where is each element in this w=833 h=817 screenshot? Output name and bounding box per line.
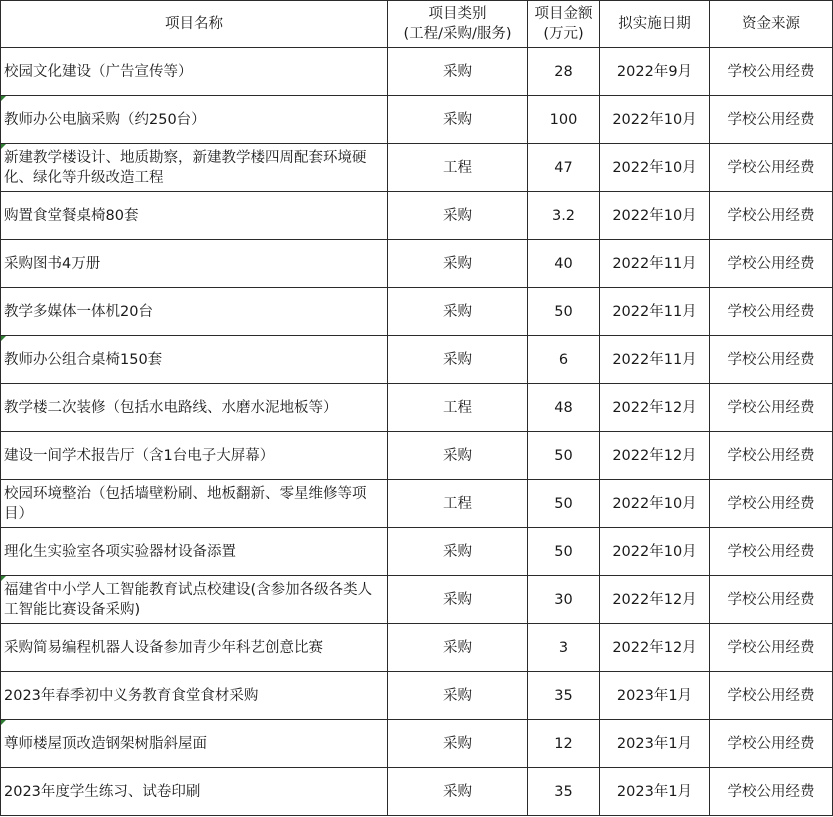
cell-project-type[interactable]: 工程 xyxy=(388,384,528,432)
table-row xyxy=(1,480,833,528)
cell-project-name[interactable] xyxy=(1,624,388,672)
cell-funding-source[interactable]: 学校公用经费 xyxy=(710,480,833,528)
table-row xyxy=(1,576,833,624)
cell-project-type[interactable]: 采购 xyxy=(388,672,528,720)
table-row xyxy=(1,624,833,672)
cell-project-name[interactable] xyxy=(1,576,388,624)
cell-comment-marker xyxy=(1,576,6,581)
cell-project-amount[interactable]: 3.2 xyxy=(528,192,600,240)
cell-project-amount[interactable]: 12 xyxy=(528,720,600,768)
cell-project-name-text: 购置食堂餐桌椅80套 xyxy=(4,207,139,224)
table-row xyxy=(1,192,833,240)
table-row xyxy=(1,240,833,288)
cell-planned-date[interactable]: 2022年12月 xyxy=(600,384,710,432)
header-planned-date: 拟实施日期 xyxy=(600,1,710,48)
header-funding-source: 资金来源 xyxy=(710,1,833,48)
cell-project-type[interactable]: 采购 xyxy=(388,624,528,672)
cell-project-name-text: 教学楼二次装修（包括水电路线、水磨水泥地板等） xyxy=(4,399,338,416)
cell-planned-date[interactable]: 2022年12月 xyxy=(600,624,710,672)
cell-project-name-text: 新建教学楼设计、地质勘察，新建教学楼四周配套环境硬化、绿化等升级改造工程 xyxy=(4,149,367,186)
cell-funding-source[interactable]: 学校公用经费 xyxy=(710,240,833,288)
cell-funding-source[interactable]: 学校公用经费 xyxy=(710,432,833,480)
table-row xyxy=(1,48,833,96)
cell-project-amount[interactable]: 6 xyxy=(528,336,600,384)
cell-project-type[interactable]: 采购 xyxy=(388,768,528,816)
table-row xyxy=(1,384,833,432)
cell-project-name-text: 校园环境整治（包括墙壁粉刷、地板翻新、零星维修等项目） xyxy=(4,485,367,522)
cell-funding-source[interactable]: 学校公用经费 xyxy=(710,288,833,336)
cell-project-name[interactable] xyxy=(1,240,388,288)
header-project-amount-line2: (万元) xyxy=(543,26,584,42)
cell-planned-date[interactable]: 2023年1月 xyxy=(600,720,710,768)
cell-project-amount[interactable]: 28 xyxy=(528,48,600,96)
cell-project-type[interactable]: 采购 xyxy=(388,528,528,576)
cell-planned-date[interactable]: 2022年11月 xyxy=(600,240,710,288)
cell-project-name-text: 2023年度学生练习、试卷印刷 xyxy=(4,783,201,800)
table-row xyxy=(1,720,833,768)
header-project-type-line2: (工程/采购/服务) xyxy=(403,26,512,42)
cell-project-amount[interactable]: 50 xyxy=(528,480,600,528)
cell-project-type[interactable]: 采购 xyxy=(388,192,528,240)
cell-project-name[interactable] xyxy=(1,192,388,240)
cell-project-name[interactable] xyxy=(1,384,388,432)
table-row xyxy=(1,144,833,192)
cell-funding-source[interactable]: 学校公用经费 xyxy=(710,528,833,576)
cell-planned-date[interactable]: 2023年1月 xyxy=(600,768,710,816)
header-row xyxy=(1,1,833,48)
cell-project-name[interactable] xyxy=(1,48,388,96)
cell-project-type[interactable]: 采购 xyxy=(388,288,528,336)
cell-project-type[interactable]: 采购 xyxy=(388,432,528,480)
table-row xyxy=(1,672,833,720)
header-project-amount-line1: 项目金额 xyxy=(534,6,593,22)
header-project-type-line1: 项目类别 xyxy=(428,6,487,22)
cell-project-name-text: 2023年春季初中义务教育食堂食材采购 xyxy=(4,687,259,704)
table-row xyxy=(1,336,833,384)
cell-project-type[interactable]: 采购 xyxy=(388,576,528,624)
cell-project-name[interactable] xyxy=(1,528,388,576)
table-row xyxy=(1,96,833,144)
cell-project-name-text: 建设一间学术报告厅（含1台电子大屏幕） xyxy=(4,447,275,464)
cell-funding-source[interactable]: 学校公用经费 xyxy=(710,672,833,720)
cell-planned-date[interactable]: 2022年10月 xyxy=(600,96,710,144)
cell-project-name-text: 尊师楼屋顶改造钢架树脂斜屋面 xyxy=(4,735,207,752)
cell-planned-date[interactable]: 2022年12月 xyxy=(600,432,710,480)
cell-planned-date[interactable]: 2022年12月 xyxy=(600,576,710,624)
cell-project-amount[interactable]: 100 xyxy=(528,96,600,144)
cell-planned-date[interactable]: 2023年1月 xyxy=(600,672,710,720)
cell-funding-source[interactable]: 学校公用经费 xyxy=(710,96,833,144)
cell-project-type[interactable]: 工程 xyxy=(388,480,528,528)
header-project-type xyxy=(388,1,528,48)
cell-funding-source[interactable]: 学校公用经费 xyxy=(710,768,833,816)
cell-funding-source[interactable]: 学校公用经费 xyxy=(710,384,833,432)
cell-project-name-text: 教学多媒体一体机20台 xyxy=(4,303,153,320)
cell-funding-source[interactable]: 学校公用经费 xyxy=(710,720,833,768)
header-project-amount xyxy=(528,1,600,48)
table-row xyxy=(1,528,833,576)
cell-planned-date[interactable]: 2022年10月 xyxy=(600,144,710,192)
table-row xyxy=(1,288,833,336)
header-project-name: 项目名称 xyxy=(1,1,388,48)
cell-project-name[interactable] xyxy=(1,96,388,144)
cell-project-amount[interactable]: 48 xyxy=(528,384,600,432)
table-body xyxy=(1,48,833,816)
cell-project-name-text: 校园文化建设（广告宣传等） xyxy=(4,63,193,80)
cell-planned-date[interactable]: 2022年11月 xyxy=(600,336,710,384)
cell-funding-source[interactable]: 学校公用经费 xyxy=(710,576,833,624)
cell-planned-date[interactable]: 2022年9月 xyxy=(600,48,710,96)
cell-project-amount[interactable]: 47 xyxy=(528,144,600,192)
cell-comment-marker xyxy=(1,144,6,149)
cell-funding-source[interactable]: 学校公用经费 xyxy=(710,336,833,384)
cell-project-name-text: 教师办公电脑采购（约250台） xyxy=(4,111,206,128)
cell-project-name[interactable] xyxy=(1,144,388,192)
cell-funding-source[interactable]: 学校公用经费 xyxy=(710,192,833,240)
cell-project-name-text: 采购简易编程机器人设备参加青少年科艺创意比赛 xyxy=(4,639,323,656)
cell-project-name-text: 理化生实验室各项实验器材设备添置 xyxy=(4,543,236,560)
cell-planned-date[interactable]: 2022年11月 xyxy=(600,288,710,336)
cell-funding-source[interactable]: 学校公用经费 xyxy=(710,624,833,672)
cell-project-type[interactable]: 采购 xyxy=(388,720,528,768)
cell-project-type[interactable]: 采购 xyxy=(388,48,528,96)
cell-project-amount[interactable]: 35 xyxy=(528,672,600,720)
cell-planned-date[interactable]: 2022年10月 xyxy=(600,528,710,576)
cell-project-amount[interactable]: 50 xyxy=(528,432,600,480)
cell-project-amount[interactable]: 35 xyxy=(528,768,600,816)
cell-project-name-text: 采购图书4万册 xyxy=(4,255,101,272)
cell-project-type[interactable]: 采购 xyxy=(388,96,528,144)
cell-project-name[interactable] xyxy=(1,768,388,816)
cell-planned-date[interactable]: 2022年10月 xyxy=(600,480,710,528)
cell-project-name-text: 教师办公组合桌椅150套 xyxy=(4,351,163,368)
cell-planned-date[interactable]: 2022年10月 xyxy=(600,192,710,240)
cell-project-amount[interactable]: 3 xyxy=(528,624,600,672)
cell-project-name[interactable] xyxy=(1,432,388,480)
cell-comment-marker xyxy=(1,96,6,101)
cell-project-amount[interactable]: 40 xyxy=(528,240,600,288)
cell-comment-marker xyxy=(1,720,6,725)
table-row xyxy=(1,432,833,480)
cell-project-name-text: 福建省中小学人工智能教育试点校建设(含参加各级各类人工智能比赛设备采购) xyxy=(4,581,373,618)
cell-project-name[interactable] xyxy=(1,288,388,336)
cell-project-type[interactable]: 采购 xyxy=(388,240,528,288)
cell-project-name[interactable] xyxy=(1,336,388,384)
cell-funding-source[interactable]: 学校公用经费 xyxy=(710,144,833,192)
cell-comment-marker xyxy=(1,336,6,341)
cell-project-amount[interactable]: 30 xyxy=(528,576,600,624)
cell-project-type[interactable]: 工程 xyxy=(388,144,528,192)
cell-project-name[interactable] xyxy=(1,480,388,528)
cell-project-type[interactable]: 采购 xyxy=(388,336,528,384)
cell-project-amount[interactable]: 50 xyxy=(528,528,600,576)
cell-project-name[interactable] xyxy=(1,720,388,768)
cell-project-name[interactable] xyxy=(1,672,388,720)
cell-project-amount[interactable]: 50 xyxy=(528,288,600,336)
table-row xyxy=(1,768,833,816)
cell-funding-source[interactable]: 学校公用经费 xyxy=(710,48,833,96)
